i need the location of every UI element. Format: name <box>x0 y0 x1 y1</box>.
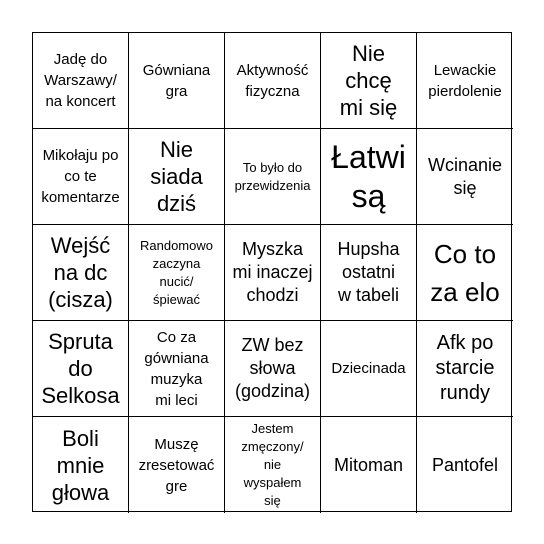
cell-text: Nie chcę mi się <box>339 41 398 120</box>
cell-text: Nie siada dziś <box>150 137 203 216</box>
cell-text: Pantofel <box>431 454 499 475</box>
cell-text: Lewackie pierdolenie <box>428 61 502 100</box>
cell-text: Afk po starcie rundy <box>435 332 495 404</box>
bingo-cell-r5c4[interactable] <box>321 417 417 513</box>
cell-text: Jestem zmęczony/ nie wyspałem się <box>241 421 304 508</box>
bingo-cell-r5c2[interactable] <box>129 417 225 513</box>
bingo-cell-r5c5[interactable] <box>417 417 513 513</box>
cell-text: Myszka mi inaczej chodzi <box>232 239 313 305</box>
cell-text: Łatwi są <box>331 138 406 214</box>
cell-text: Wcinanie się <box>427 154 503 198</box>
cell-text: Mitoman <box>333 454 404 475</box>
bingo-cell-r3c1[interactable] <box>33 225 129 321</box>
cell-text: Wejść na dc (cisza) <box>48 233 113 312</box>
bingo-cell-r2c4[interactable] <box>321 129 417 225</box>
bingo-cell-r4c4[interactable] <box>321 321 417 417</box>
cell-text: Boli mnie głowa <box>51 425 110 505</box>
bingo-cell-r2c1[interactable] <box>33 129 129 225</box>
bingo-cell-r5c3[interactable] <box>225 417 321 513</box>
cell-text: Aktywność fizyczna <box>236 61 309 100</box>
bingo-cell-r1c4[interactable] <box>321 33 417 129</box>
bingo-cell-r1c1[interactable] <box>33 33 129 129</box>
bingo-cell-r4c3[interactable] <box>225 321 321 417</box>
bingo-cell-r3c2[interactable] <box>129 225 225 321</box>
bingo-cell-r2c5[interactable] <box>417 129 513 225</box>
cell-text: Jadę do Warszawy/ na koncert <box>44 51 117 110</box>
bingo-cell-r3c3[interactable] <box>225 225 321 321</box>
cell-text: Co za gówniana muzyka mi leci <box>144 328 209 409</box>
bingo-board <box>32 32 512 512</box>
bingo-cell-r1c3[interactable] <box>225 33 321 129</box>
cell-text: Gówniana gra <box>142 61 211 100</box>
cell-text: Muszę zresetować gre <box>138 435 215 495</box>
bingo-cell-r4c1[interactable] <box>33 321 129 417</box>
cell-text: Randomowo zaczyna nucić/ śpiewać <box>140 237 213 307</box>
cell-text: Spruta do Selkosa <box>41 329 120 408</box>
bingo-cell-r4c2[interactable] <box>129 321 225 417</box>
cell-text: Hupsha ostatni w tabeli <box>337 239 400 305</box>
bingo-cell-r3c4[interactable] <box>321 225 417 321</box>
bingo-cell-r2c3[interactable] <box>225 129 321 225</box>
bingo-cell-r5c1[interactable] <box>33 417 129 513</box>
cell-text: ZW bez słowa (godzina) <box>234 335 311 401</box>
cell-text: Dziecinada <box>331 360 406 377</box>
cell-text: To było do przewidzenia <box>234 159 311 193</box>
bingo-cell-r3c5[interactable] <box>417 225 513 321</box>
bingo-cell-r4c5[interactable] <box>417 321 513 417</box>
bingo-cell-r2c2[interactable] <box>129 129 225 225</box>
bingo-cell-r1c5[interactable] <box>417 33 513 129</box>
cell-text: Mikołaju po co te komentarze <box>41 147 120 206</box>
cell-text: Co to za elo <box>430 238 500 307</box>
bingo-cell-r1c2[interactable] <box>129 33 225 129</box>
